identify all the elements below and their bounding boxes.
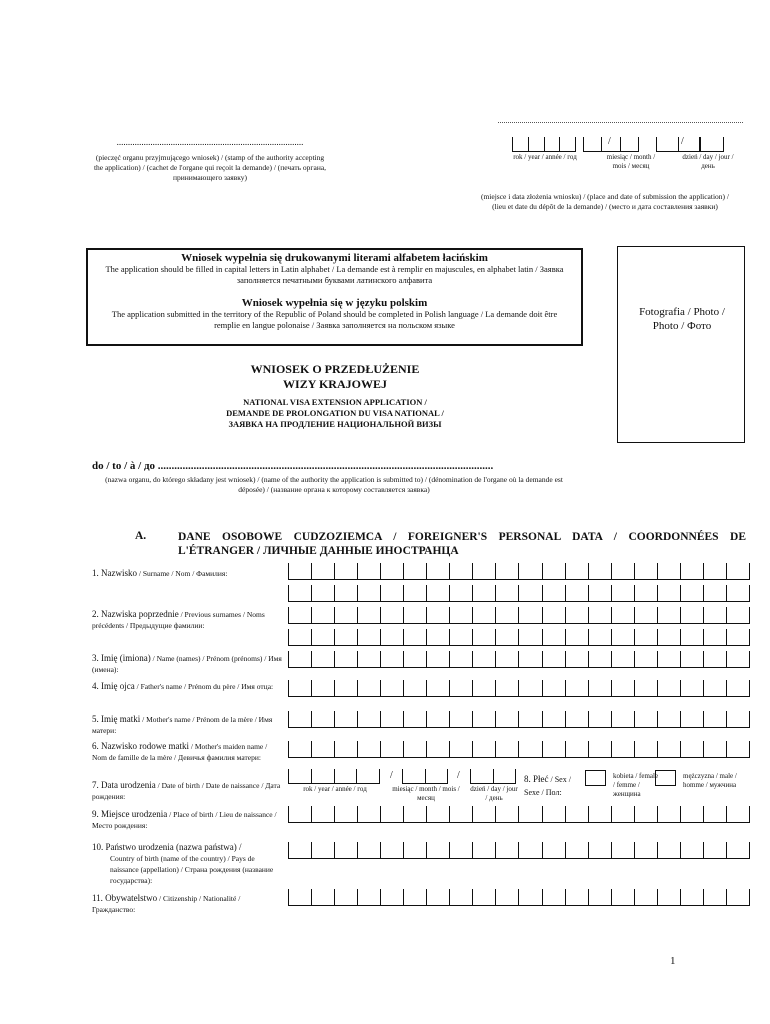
field-sex-pl: 8. Płeć [524,774,549,784]
field-birthplace-label [92,809,282,831]
field-father-name-pl: 4. Imię ojca [92,681,135,691]
father-name-boxes[interactable] [288,680,750,697]
field-mother-name-tr: / Mother's name / Prénom de la mère / Имя матери: [92,715,273,735]
notice-title-latin: Wniosek wypełnia się drukowanymi literami alfabetem łacińskim [181,252,488,264]
mother-name-boxes[interactable] [288,711,750,728]
page-number: 1 [670,955,676,967]
dob-year-boxes[interactable] [288,769,380,784]
surname-boxes-row2[interactable] [288,585,750,602]
addressee-line[interactable]: do / to / à / до .......................................................................................................................... [92,460,494,472]
sex-female-label: kobieta / female / femme / женщина [613,772,659,798]
field-names-tr: / Name (names) / Prénom (prénoms) / Имя (имена): [92,654,282,674]
field-citizenship-tr: / Citizenship / Nationalité / Гражданство: [92,894,241,914]
previous-surnames-boxes-row1[interactable] [288,607,750,624]
section-a-letter: A. [135,530,147,542]
mother-maiden-boxes[interactable] [288,741,750,758]
citizenship-boxes[interactable] [288,889,750,906]
field-dob-tr: / Date of birth / Date de naissance / Дата рождения: [92,781,281,801]
sex-male-checkbox[interactable] [655,770,676,786]
dob-slash-2: / [457,770,460,781]
submission-month-boxes[interactable] [583,137,639,152]
field-sex-tr: / Sex / Sexe / Пол: [524,775,571,797]
form-title-line1: WNIOSEK O PRZEDŁUŻENIE [250,362,420,376]
section-a-title: DANE OSOBOWE CUDZOZIEMCA / FOREIGNER'S PERSONAL DATA / COORDONNÉES DE L'ÉTRANGER / ЛИЧНЫЕ ДАННЫЕ ИНОСТРАНЦА [178,531,746,557]
field-names-label [92,653,282,675]
field-sex-label [524,773,584,799]
sex-female-checkbox[interactable] [585,770,606,786]
form-subtitle [180,397,490,430]
surname-boxes-row1[interactable] [288,563,750,580]
submission-day-caption: dzień / day / jour / день [682,153,734,170]
field-mother-maiden-label [92,741,282,763]
field-birth-country-pl: 10. Państwo urodzenia (nazwa państwa) / [92,842,242,852]
notice-text-polish: The application submitted in the territory of the Republic of Poland should be completed in Polish language / La demande doit être remplie en langue polonaise / Заявка заполняется на польском языке [111,309,558,330]
birth-country-boxes[interactable] [288,842,750,859]
field-mother-maiden-tr: / Mother's maiden name / Nom de famille de la mère / Девичья фамилия матери: [92,742,268,762]
sex-male-label: mężczyzna / male / homme / мужчина [683,772,737,789]
dob-year-caption: rok / year / année / год [303,785,367,793]
notice-title-polish: Wniosek wypełnia się w języku polskim [241,297,428,309]
field-previous-surnames-pl: 2. Nazwiska poprzednie [92,609,179,619]
dob-day-caption: dzień / day / jour / день [470,785,518,802]
date-slash-1: / [608,136,611,147]
birthplace-boxes[interactable] [288,806,750,823]
date-slash-2: / [681,136,684,147]
field-surname-pl: 1. Nazwisko [92,568,137,578]
addressee-caption: (nazwa organu, do którego składany jest wniosek) / (name of the authority the application is submitted to) / (dénomination de l'organe où la demande est déposée) / (название органа к которому составляется заявка) [105,475,563,494]
stamp-caption: (pieczęć organu przyjmującego wniosek) / (stamp of the authority accepting the application) / (cachet de l'organe qui reçoit la demande) / (печать органа, принимающего заявку) [93,153,327,182]
dob-day-boxes[interactable] [470,769,516,784]
photo-box[interactable] [617,246,745,443]
field-birth-country-tr: Country of birth (name of the country) / Pays de naissance (appellation) / Страна рождения (название государства): [110,854,274,885]
dob-month-boxes[interactable] [402,769,448,784]
field-citizenship-pl: 11. Obywatelstwo [92,893,158,903]
field-surname-tr: / Surname / Nom / Фамилия: [137,569,228,578]
field-dob-label [92,780,282,802]
submission-month-caption: miesiąc / month / mois / месяц [606,153,656,170]
submission-day-boxes[interactable] [656,137,700,152]
field-surname-label [92,568,282,579]
field-names-pl: 3. Imię (imiona) [92,653,151,663]
field-dob-pl: 7. Data urodzenia [92,780,156,790]
field-mother-name-pl: 5. Imię matki [92,714,141,724]
field-birthplace-tr: / Place of birth / Lieu de naissance / Место рождения: [92,810,277,830]
submission-extra-boxes[interactable] [700,137,724,152]
place-date-caption: (miejsce i data złożenia wniosku) / (place and date of submission the application) / (lieu et date du dépôt de la demande) / (место и дата составления заявки) [480,192,730,211]
stamp-dots: ................................................................................... [116,137,304,147]
field-previous-surnames-tr: / Previous surnames / Noms précédents / Предыдущие фамилии: [92,610,265,630]
dob-month-caption: miesiąc / month / mois / месяц [392,785,460,802]
form-title [180,362,490,392]
field-mother-name-label [92,714,282,736]
field-father-name-label [92,681,282,692]
field-birth-country-label [92,842,282,886]
form-subtitle-fr: DEMANDE DE PROLONGATION DU VISA NATIONAL / [226,408,444,418]
names-boxes[interactable] [288,651,750,668]
submission-year-caption: rok / year / année / год [513,153,577,161]
notice-box [86,248,583,346]
dob-slash-1: / [390,770,393,781]
field-citizenship-label [92,893,282,915]
previous-surnames-boxes-row2[interactable] [288,629,750,646]
form-subtitle-en: NATIONAL VISA EXTENSION APPLICATION / [243,397,427,407]
field-previous-surnames-label [92,609,282,631]
form-title-line2: WIZY KRAJOWEJ [283,377,387,391]
field-father-name-tr: / Father's name / Prénom du père / Имя отца: [134,682,274,691]
photo-label: Fotografia / Photo / Photo / Фото [639,306,725,332]
field-mother-maiden-pl: 6. Nazwisko rodowe matki [92,741,189,751]
place-date-line [498,122,743,123]
field-birthplace-pl: 9. Miejsce urodzenia [92,809,168,819]
submission-year-boxes[interactable] [512,137,576,152]
form-subtitle-ru: ЗАЯВКА НА ПРОДЛЕНИЕ НАЦИОНАЛЬНОЙ ВИЗЫ [228,419,442,429]
notice-text-latin: The application should be filled in capital letters in Latin alphabet / La demande est à remplir en majuscules, en alphabet latin / Заявка заполняется печатными буквами латинского алфавита [105,264,564,285]
